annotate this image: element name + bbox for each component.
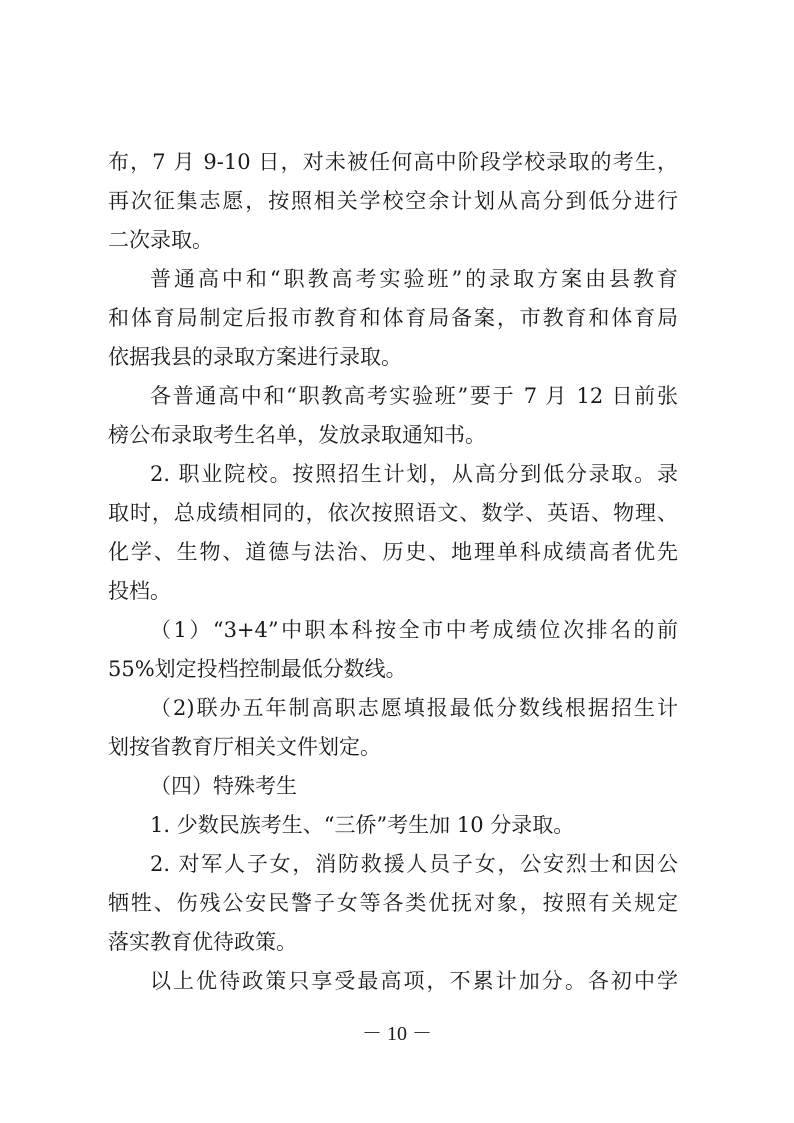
paragraph-line: 2. 对军人子女，消防救援人员子女，公安烈士和因公	[150, 852, 678, 876]
paragraph-line: 和体育局制定后报市教育和体育局备案，市教育和体育局	[108, 306, 678, 330]
page-number: － 10 －	[362, 1023, 432, 1045]
paragraph-line: （2)联办五年制高职志愿填报最低分数线根据招生计	[150, 696, 678, 720]
paragraph-line: （1）“3+4”中职本科按全市中考成绩位次排名的前	[150, 618, 678, 642]
paragraph-line: 普通高中和“职教高考实验班”的录取方案由县教育	[150, 267, 678, 291]
paragraph-line: 各普通高中和“职教高考实验班”要于 7 月 12 日前张	[150, 384, 678, 408]
paragraph-line: 化学、生物、道德与法治、历史、地理单科成绩高者优先	[108, 540, 678, 564]
paragraph-line: 落实教育优待政策。	[108, 930, 297, 954]
paragraph-line: 榜公布录取考生名单，发放录取通知书。	[108, 423, 486, 447]
paragraph-line: 依据我县的录取方案进行录取。	[108, 345, 402, 369]
paragraph-line: 二次录取。	[108, 228, 213, 252]
paragraph-line: 牺牲、伤残公安民警子女等各类优抚对象，按照有关规定	[108, 891, 678, 915]
paragraph-line: 以上优待政策只享受最高项，不累计加分。各初中学	[150, 969, 678, 993]
paragraph-line: 55%划定投档控制最低分数线。	[108, 657, 407, 681]
paragraph-line: 1. 少数民族考生、“三侨”考生加 10 分录取。	[150, 813, 575, 837]
paragraph-line: 取时，总成绩相同的，依次按照语文、数学、英语、物理、	[108, 501, 678, 525]
paragraph-line: 2. 职业院校。按照招生计划，从高分到低分录取。录	[150, 462, 678, 486]
section-heading: （四）特殊考生	[150, 774, 297, 798]
paragraph-line: 再次征集志愿，按照相关学校空余计划从高分到低分进行	[108, 189, 678, 213]
paragraph-line: 投档。	[108, 579, 171, 603]
paragraph-line: 布，7 月 9-10 日，对未被任何高中阶段学校录取的考生，	[108, 150, 678, 174]
paragraph-line: 划按省教育厅相关文件划定。	[108, 735, 381, 759]
